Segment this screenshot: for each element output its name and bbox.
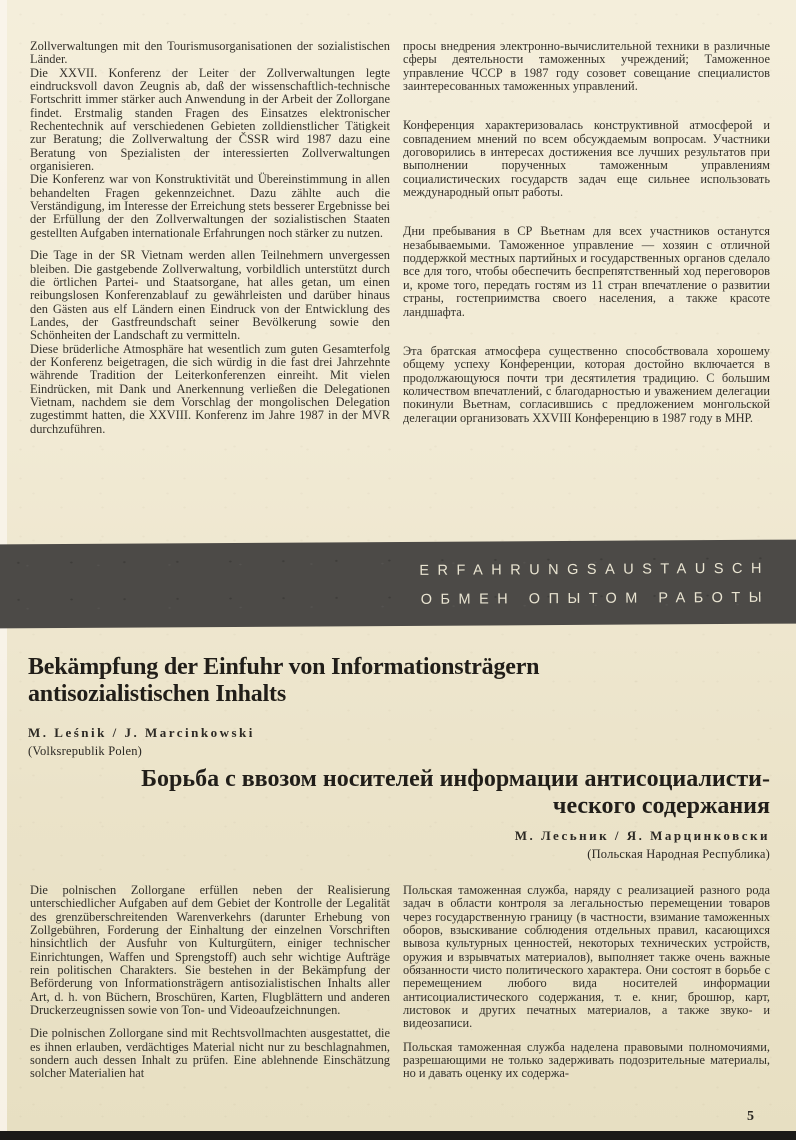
section-banner bbox=[0, 540, 796, 629]
banner-title-german: ERFAHRUNGSAUSTAUSCH bbox=[419, 560, 770, 579]
top-german-column bbox=[30, 40, 390, 436]
paragraph: просы внедрения электронно-вычислительной техники в различные сферы деятельности таможенных учреждений; Таможенное управление ЧССР в 1987 году созовет совещание специалистов заинтересованных таможенных управлений. bbox=[403, 39, 770, 94]
authors-russian: М. Лесьник / Я. Марцинковски bbox=[514, 828, 770, 843]
paragraph: Die Tage in der SR Vietnam werden allen Teilnehmern unvergessen bleiben. Die gastgebende Zollverwaltung, vorbildlich unterstützt durch die örtlichen Partei- und Staatsorgane, hat alles getan, um einen reibungslosen Konferenzablauf zu gewährleisten und darüber hinaus den Gästen aus elf Ländern einen Eindruck von der Entwicklung des Landes, der Gastfreundschaft seiner Bevölkerung sowie den Schönheiten der Landschaft zu vermitteln. bbox=[30, 248, 390, 343]
paragraph: Zollverwaltungen mit den Tourismusorganisationen der sozialistischen Länder. bbox=[30, 39, 390, 67]
scan-bottom-edge bbox=[0, 1131, 796, 1140]
paragraph: Конференция характеризовалась конструктивной атмосферой и совпадением мнений по всем обсуждаемым вопросам. Участники договорились в интересах достижения все лучших результатов при выполнении порученных таможенным управлениям социалистических государств задач еще сильнее использовать международный опыт работы. bbox=[403, 118, 770, 200]
paragraph: Польская таможенная служба наделена правовыми полномочиями, разрешающими не только задерживать подозрительные материалы, но и давать оценку их содержа- bbox=[403, 1039, 770, 1081]
article-title-russian bbox=[40, 766, 770, 820]
paragraph: Die Konferenz war von Konstruktivität und Übereinstimmung in allen behandelten Fragen gekennzeichnet. Dazu zählte auch die Verständigung, im Interesse der Erreichung stets besserer Ergebnisse bei der Erfüllung der den Zollverwaltungen der sozialistischen Staaten gestellten Aufgaben internationale Erfahrungen noch stärker zu nutzen. bbox=[30, 172, 390, 240]
banner-title-russian: ОБМЕН ОПЫТОМ РАБОТЫ bbox=[420, 589, 771, 608]
article-title-russian-line2: ческого содержания bbox=[552, 793, 770, 819]
article-title-german-line2: antisozialistischen Inhalts bbox=[28, 680, 286, 707]
article-two-column-section bbox=[30, 884, 770, 1081]
article-german-column bbox=[30, 884, 390, 1081]
article-title-german-line1: Bekämpfung der Einfuhr von Informationsträgern bbox=[28, 654, 540, 680]
paragraph: Die polnischen Zollorgane erfüllen neben der Realisierung unterschiedlicher Aufgaben auf dem Gebiet der Kontrolle der Legalität des grenzüberschreitenden Warenverkehrs (darunter Erhebung von Zollgebühren, Forderung der Einhaltung der einzelnen Vorschriften hinsichtlich der Ausfuhr von Kulturgütern, einiger technischer Einrichtungen, Waffen und Sprengstoff) auch sehr wichtige Aufträge rein politischen Charakters. Sie bestehen in der Bekämpfung der Beförderung von Informationsträgern antisozialistischen Inhalts aller Art, d. h. von Büchern, Broschüren, Karten, Flugblättern und anderen Druckerzeugnissen sowie von Ton- und Videoaufzeichnungen. bbox=[30, 883, 390, 1018]
paragraph: Эта братская атмосфера существенно способствовала хорошему общему успеху Конференции, которая достойно включается в продолжающуюся почти три десятилетия традицию. С большим количеством впечатлений, с благодарностью и уважением делегации покинули Вьетнам, согласившись с предложением монгольской делегации организовать XXVIII Конференцию в 1987 году в МНР. bbox=[403, 343, 770, 425]
byline-german bbox=[28, 725, 255, 759]
paragraph: Польская таможенная служба, наряду с реализацией разного рода задач в области контроля за легальностью перемещении товаров через государственную границу (в частности, взимание таможенных оборов, взыскивание соблюдения отдельных правил, касающихся вывоза культурных ценностей, некоторых технических устройств, оружия и взрывчатых материалов), выполняет также очень важные обязанности чисто политического характера. Они состоят в борьбе с перемещением любого вида носителей информации антисоциалистического содержания, т. е. книг, брошюр, карт, листовок и других печатных материалов, а также звуко- и видеозаписи. bbox=[403, 883, 770, 1031]
section-banner-text bbox=[0, 540, 796, 618]
article-title-russian-line1: Борьба с ввозом носителей информации антисоциалисти- bbox=[141, 766, 770, 792]
article-russian-column bbox=[403, 884, 770, 1081]
authors-german: M. Leśnik / J. Marcinkowski bbox=[28, 725, 255, 740]
page-number: 5 bbox=[747, 1109, 754, 1124]
article-title-german bbox=[28, 654, 668, 707]
top-russian-column bbox=[403, 40, 770, 436]
affiliation-russian: (Польская Народная Республика) bbox=[587, 847, 770, 861]
paragraph: Дни пребывания в СР Вьетнам для всех участников останутся незабываемыми. Таможенное управление — хозяин с отличной поддержкой местных партийных и государственных органов сделало все для того, чтобы обеспечить беспрепятственный ход переговоров и, кроме того, передать гостям из 11 стран впечатление о развитии страны, гостеприимства своего населения, а также красоте ландшафта. bbox=[403, 224, 770, 319]
paragraph: Die XXVII. Konferenz der Leiter der Zollverwaltungen legte eindrucksvoll davon Zeugnis ab, daß der wissenschaftlich-technische Fortschritt immer stärker auch Anwendung in der Arbeit der Zollorgane findet. Erstmalig standen Fragen des Einsatzes elektronischer Rechentechnik auf verschiedenen Gebieten zolldienstlicher Tätigkeit zur Beratung; die Zollverwaltung der ČSSR wird 1987 dazu eine Beratung von Spezialisten der interessierten Zollverwaltungen organisieren. bbox=[30, 65, 390, 174]
paragraph: Diese brüderliche Atmosphäre hat wesentlich zum guten Gesamterfolg der Konferenz beigetragen, die sich würdig in die fast drei Jahrzehnte währende Tradition der Leiterkonferenzen einreiht. Mit vielen Eindrücken, mit Dank und Anerkennung verließen die Delegationen Vietnam, nachdem sie dem Vorschlag der mongolischen Delegation zugestimmt hatten, die XXVIII. Konferenz im Jahre 1987 in der MVR durchzuführen. bbox=[30, 341, 390, 436]
affiliation-german: (Volksrepublik Polen) bbox=[28, 744, 143, 758]
byline-russian bbox=[515, 828, 770, 862]
top-two-column-section bbox=[30, 40, 770, 436]
paragraph: Die polnischen Zollorgane sind mit Rechtsvollmachten ausgestattet, die es ihnen erlauben, verdächtiges Material nicht nur zu beschlagnahmen, sondern auch dessen Inhalt zu prüfen. Eine ablehnende Einschätzung solcher Materialien hat bbox=[30, 1026, 390, 1081]
